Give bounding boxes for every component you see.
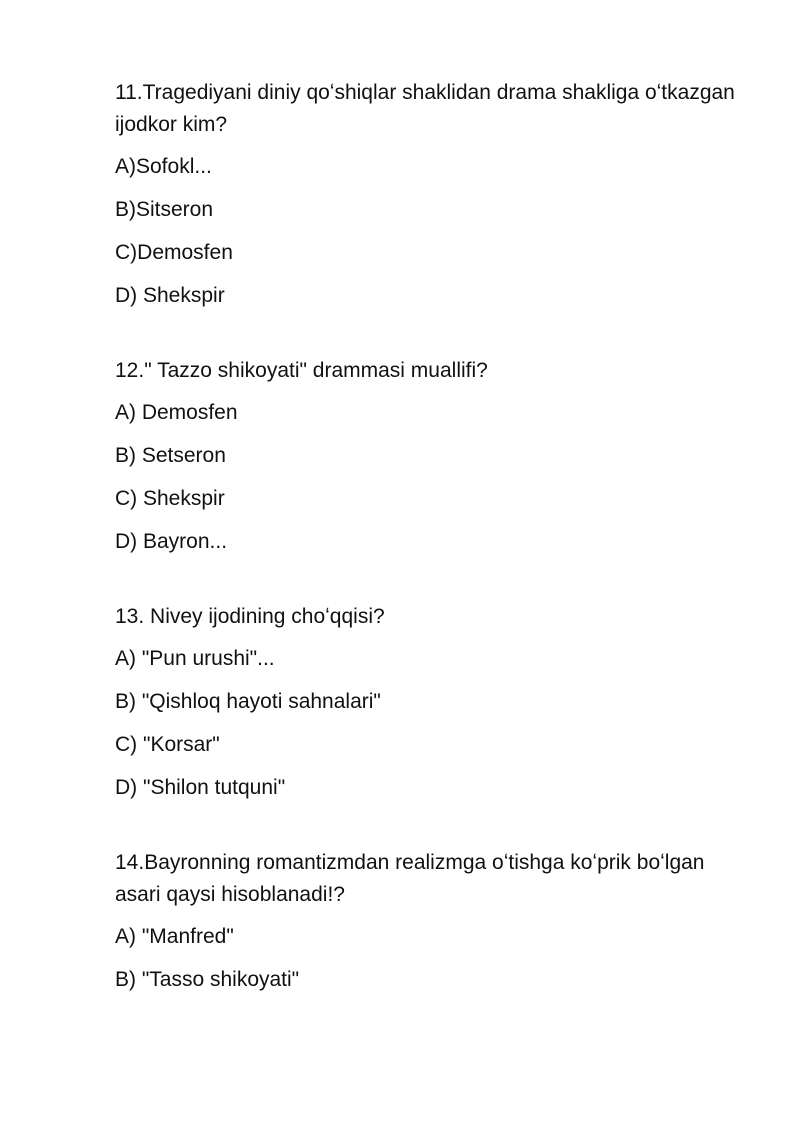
answer-option-d: D) Shekspir xyxy=(115,284,225,307)
question-text: 14.Bayronning romantizmdan realizmga oʻtishga koʻprik boʻlgan asari qaysi hisoblanadi!? xyxy=(115,851,705,906)
question-text: 13. Nivey ijodining choʻqqisi? xyxy=(115,605,385,628)
question-text: 11.Tragediyani diniy qoʻshiqlar shaklidan drama shakliga oʻtkazgan ijodkor kim? xyxy=(115,81,735,136)
question-12 xyxy=(115,355,755,558)
answer-option-b: B)Sitseron xyxy=(115,198,214,221)
answer-option-c: C) Shekspir xyxy=(115,487,225,510)
document-page xyxy=(115,77,755,1039)
answer-option-b: B) "Tasso shikoyati" xyxy=(115,968,300,991)
question-13 xyxy=(115,601,755,804)
answer-option-a: A)Sofokl... xyxy=(115,155,212,178)
answer-option-d: D) "Shilon tutquni" xyxy=(115,776,286,799)
answer-option-c: C) "Korsar" xyxy=(115,733,220,756)
answer-option-a: A) Demosfen xyxy=(115,401,238,424)
answer-option-c: C)Demosfen xyxy=(115,241,233,264)
answer-option-b: B) Setseron xyxy=(115,444,226,467)
question-text: 12." Tazzo shikoyati" drammasi muallifi? xyxy=(115,359,488,382)
answer-option-a: A) "Pun urushi"... xyxy=(115,647,275,670)
answer-option-d: D) Bayron... xyxy=(115,530,228,553)
question-14 xyxy=(115,847,755,996)
answer-option-b: B) "Qishloq hayoti sahnalari" xyxy=(115,690,381,713)
answer-option-a: A) "Manfred" xyxy=(115,925,234,948)
question-11 xyxy=(115,77,755,312)
